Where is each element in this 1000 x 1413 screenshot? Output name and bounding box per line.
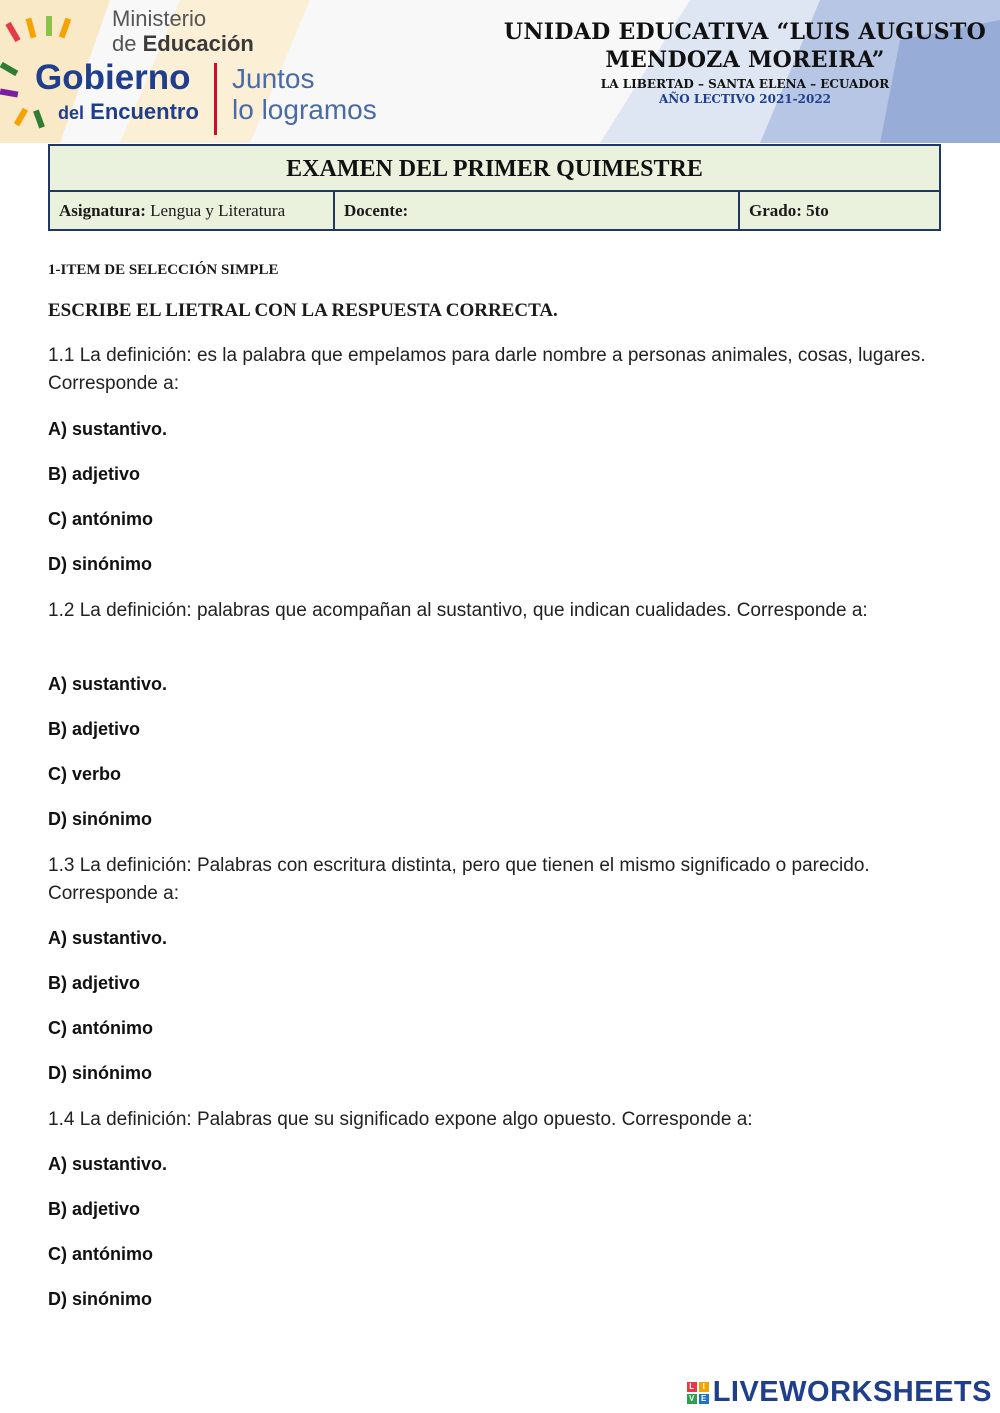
answer-option[interactable]: C) verbo xyxy=(48,764,122,784)
logo-educacion-text: de Educación xyxy=(112,31,254,56)
answer-option[interactable]: D) sinónimo xyxy=(48,554,152,574)
answer-option[interactable]: B) adjetivo xyxy=(48,1199,141,1219)
answer-option[interactable]: C) antónimo xyxy=(48,509,153,529)
logo-divider xyxy=(214,63,217,135)
answer-option[interactable]: D) sinónimo xyxy=(48,1289,152,1309)
liveworksheets-text: LIVEWORKSHEETS xyxy=(712,1376,992,1408)
liveworksheets-brand[interactable] xyxy=(687,1376,992,1409)
answer-option[interactable]: A) sustantivo. xyxy=(48,928,168,948)
logo-ministerio-text: Ministerio xyxy=(112,6,207,31)
answer-option[interactable]: D) sinónimo xyxy=(48,1063,152,1083)
school-name-line1: UNIDAD EDUCATIVA “LUIS AUGUSTO xyxy=(503,19,987,45)
answer-option[interactable]: C) antónimo xyxy=(48,1018,153,1038)
answer-option[interactable]: B) adjetivo xyxy=(48,973,141,993)
exam-info-table xyxy=(48,144,941,231)
answer-option[interactable]: A) sustantivo. xyxy=(48,674,168,694)
answer-option[interactable]: B) adjetivo xyxy=(48,719,141,739)
answer-option[interactable]: C) antónimo xyxy=(48,1244,153,1264)
teacher-label: Docente: xyxy=(344,201,409,220)
subject-value: Lengua y Literatura xyxy=(150,201,286,220)
answer-option[interactable]: D) sinónimo xyxy=(48,809,152,829)
subject-label: Asignatura: xyxy=(59,201,146,220)
question-text: 1.2 La definición: palabras que acompañan al sustantivo, que indican cualidades. Corresponde a: xyxy=(48,600,868,621)
question-text: 1.4 La definición: Palabras que su significado expone algo opuesto. Corresponde a: xyxy=(48,1109,753,1130)
government-logo xyxy=(0,0,390,143)
answer-option[interactable]: A) sustantivo. xyxy=(48,1154,168,1174)
grade-label: Grado: 5to xyxy=(749,201,829,220)
school-header xyxy=(500,18,990,107)
section-title: 1-ITEM DE SELECCIÓN SIMPLE xyxy=(48,262,279,278)
logo-encuentro-text: del Encuentro xyxy=(58,99,199,124)
instruction: ESCRIBE EL LIETRAL CON LA RESPUESTA CORRECTA. xyxy=(48,300,558,321)
logo-logramos-text: lo logramos xyxy=(232,94,377,125)
exam-title: EXAMEN DEL PRIMER QUIMESTRE xyxy=(50,146,939,192)
grade-cell xyxy=(740,192,939,229)
teacher-cell[interactable] xyxy=(335,192,740,229)
question-text: 1.1 La definición: es la palabra que empelamos para darle nombre a personas animales, cosas, lugares. Corresponde a: xyxy=(48,345,926,394)
logo-gobierno-text: Gobierno xyxy=(35,58,191,97)
subject-cell xyxy=(50,192,335,229)
answer-option[interactable]: B) adjetivo xyxy=(48,464,141,484)
school-year: AÑO LECTIVO 2021-2022 xyxy=(658,92,832,106)
logo-juntos-text: Juntos xyxy=(232,63,315,94)
exam-info-row xyxy=(50,192,939,229)
school-name-line2: MENDOZA MOREIRA” xyxy=(605,47,885,73)
answer-option[interactable]: A) sustantivo. xyxy=(48,419,168,439)
school-location: LA LIBERTAD – SANTA ELENA – ECUADOR xyxy=(600,77,890,91)
liveworksheets-logo-icon: L I V E xyxy=(687,1382,709,1404)
header-banner xyxy=(0,0,1000,143)
question-text: 1.3 La definición: Palabras con escritura distinta, pero que tienen el mismo significado o parecido. Corresponde a: xyxy=(48,855,870,904)
